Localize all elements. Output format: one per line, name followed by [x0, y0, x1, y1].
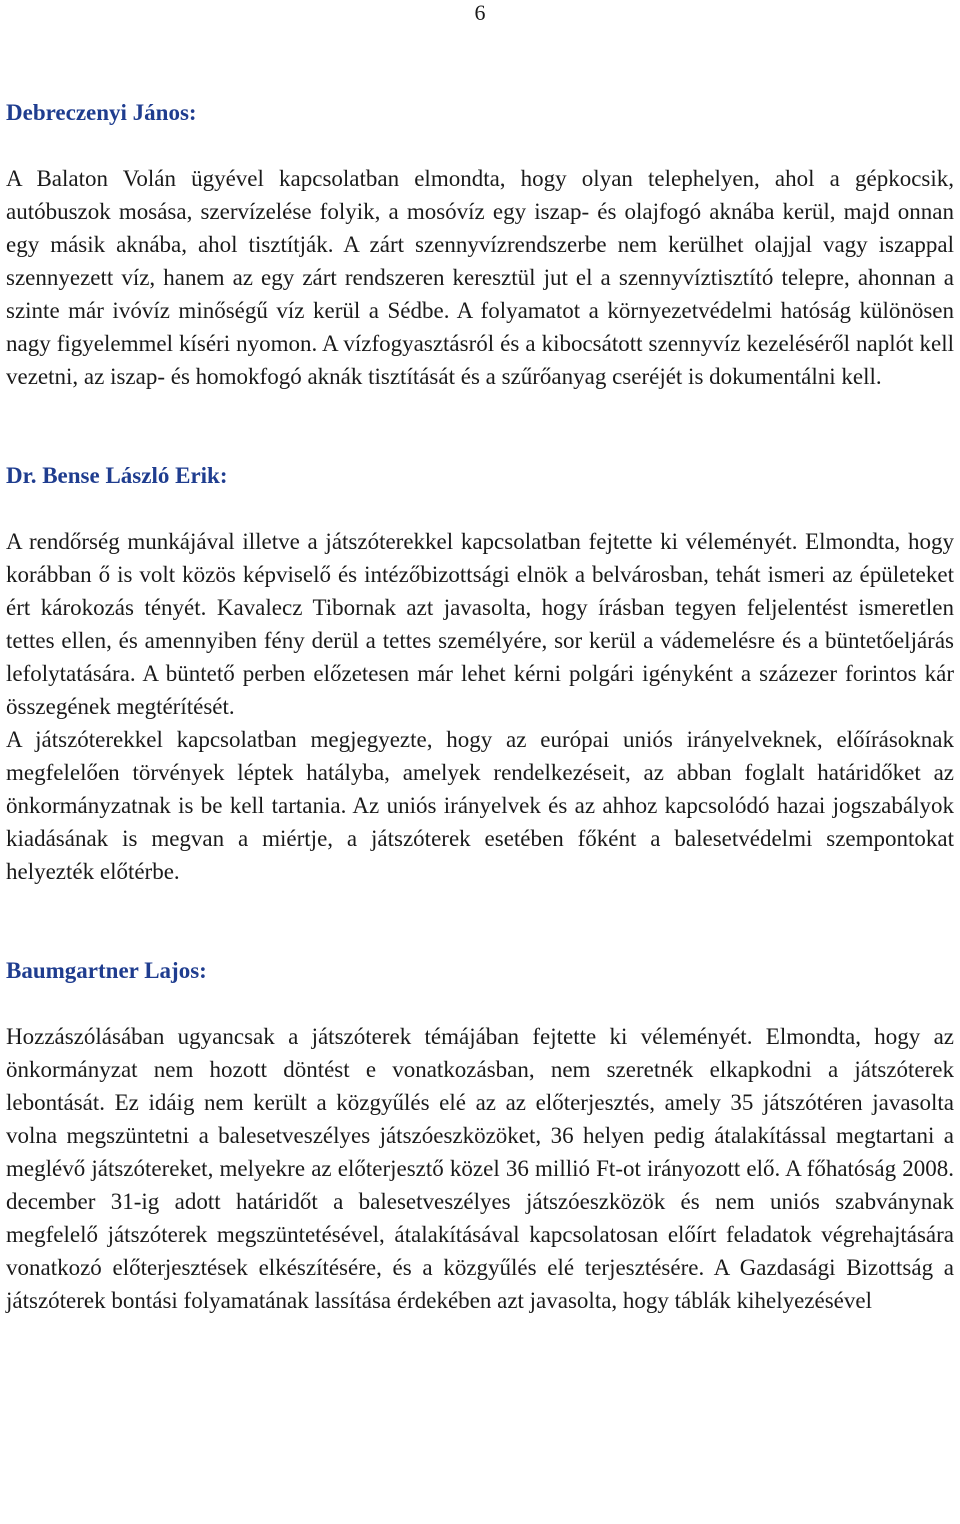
paragraph: A játszóterekkel kapcsolatban megjegyezte, hogy az európai uniós irányelveknek, előírásoknak megfelelően törvények léptek hatályba, amelyek rendelkezéseit, az abban foglalt határidőket az önkormányzatnak is be kell tartania. Az uniós irányelvek és az ahhoz kapcsolódó hazai jogszabályok kiadásának is megvan a miértje, a játszóterek esetében főként a balesetvédelmi szempontokat helyezték előtérbe. [6, 727, 954, 884]
document-body [6, 96, 954, 1317]
page-number: 6 [474, 0, 486, 25]
speaker-heading: Dr. Bense László Erik: [6, 463, 228, 488]
paragraph: A rendőrség munkájával illetve a játszóterekkel kapcsolatban fejtette ki véleményét. Elmondta, hogy korábban ő is volt közös képviselő és intézőbizottsági elnök a belvárosban, tehát ismeri az épületeket ért károkozás tényét. Kavalecz Tibornak azt javasolta, hogy írásban tegyen feljelentést ismeretlen tettes ellen, és amennyiben fény derül a tettes személyére, sor kerül a vádemelésre és a büntetőeljárás lefolytatására. A büntető perben előzetesen már lehet kérni polgári igényként a százezer forintos kár összegének megtérítését. [6, 529, 954, 719]
section-debreczenyi [6, 96, 954, 393]
speaker-heading: Baumgartner Lajos: [6, 958, 207, 983]
paragraph: A Balaton Volán ügyével kapcsolatban elmondta, hogy olyan telephelyen, ahol a gépkocsik, autóbuszok mosása, szervízelése folyik, a mosóvíz egy iszap- és olajfogó aknába kerül, majd onnan egy másik aknába, ahol tisztítják. A zárt szennyvízrendszerbe nem kerülhet olajjal vagy iszappal szennyezett víz, hanem az egy zárt rendszeren keresztül jut el a szennyvíztisztító telepre, ahonnan a szinte már ivóvíz minőségű víz kerül a Sédbe. A folyamatot a környezetvédelmi hatóság különösen nagy figyelemmel kíséri nyomon. A vízfogyasztásról és a kibocsátott szennyvíz kezeléséről naplót kell vezetni, az iszap- és homokfogó aknák tisztítását és a szűrőanyag cseréjét is dokumentálni kell. [6, 166, 954, 389]
speaker-heading: Debreczenyi János: [6, 100, 197, 125]
section-bense [6, 459, 954, 888]
section-baumgartner [6, 954, 954, 1317]
paragraph: Hozzászólásában ugyancsak a játszóterek témájában fejtette ki véleményét. Elmondta, hogy az önkormányzat nem hozott döntést e vonatkozásban, nem szeretnék elkapkodni a játszóterek lebontását. Ez idáig nem került a közgyűlés elé az az előterjesztés, amely 35 játszótéren javasolta volna megszüntetni a balesetveszélyes játszóeszközöket, 36 helyen pedig átalakítással megtartani a meglévő játszótereket, melyekre az előterjesztő közel 36 millió Ft-ot irányozott elő. A főhatóság 2008. december 31-ig adott határidőt a balesetveszélyes játszóeszközök és nem uniós szabványnak megfelelő játszóterek megszüntetésével, átalakításával kapcsolatosan előírt feladatok végrehajtására vonatkozó előterjesztések elkészítésére, és a közgyűlés elé terjesztésére. A Gazdasági Bizottság a játszóterek bontási folyamatának lassítása érdekében azt javasolta, hogy táblák kihelyezésével [6, 1024, 954, 1313]
